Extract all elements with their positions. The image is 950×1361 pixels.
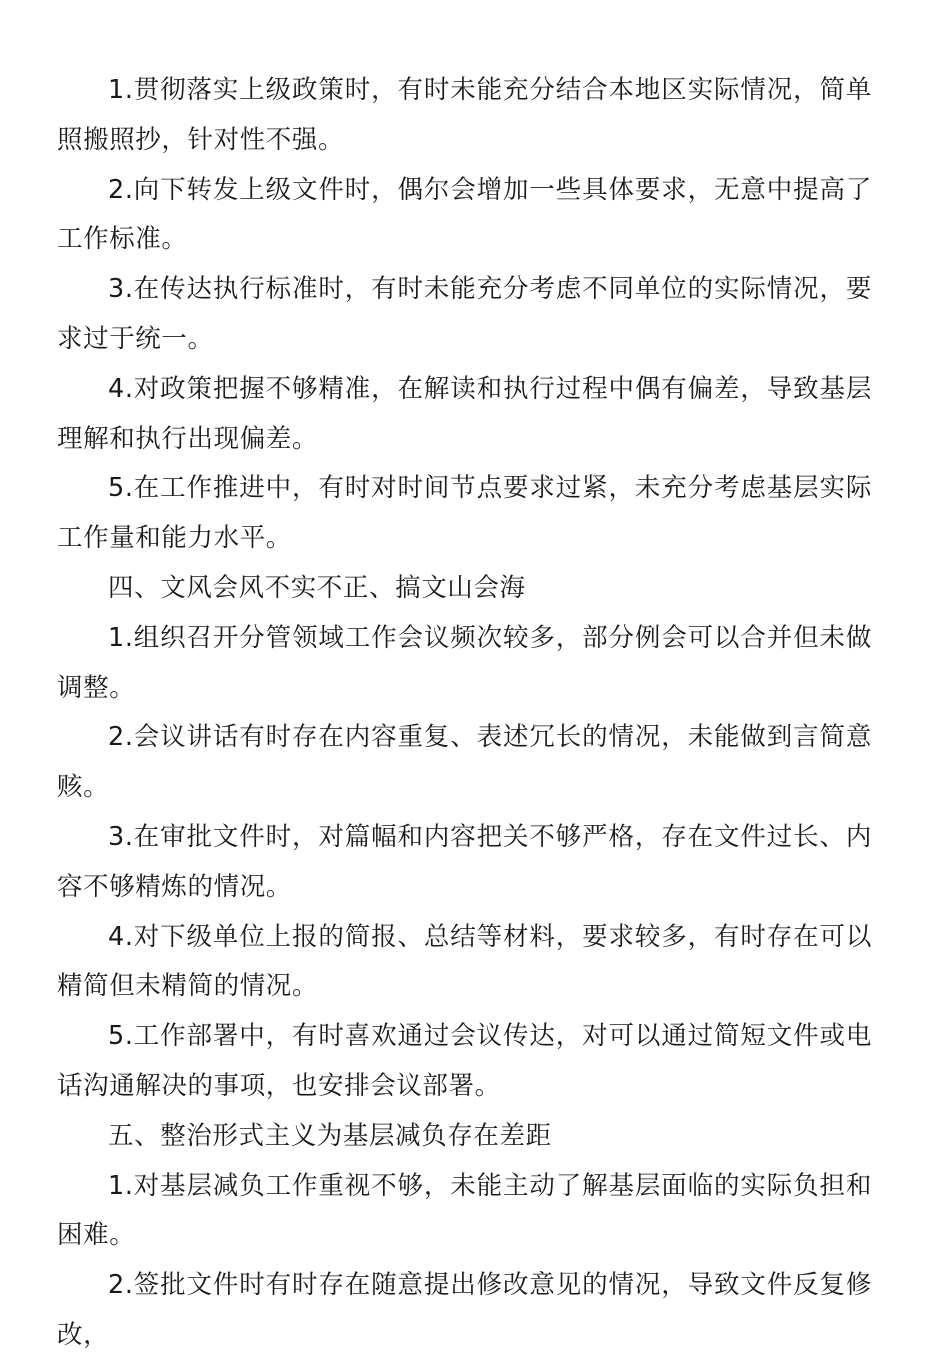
paragraph-9: 4.对下级单位上报的简报、总结等材料，要求较多，有时存在可以精简但未精简的情况。 — [57, 921, 872, 1002]
paragraph-6: 1.组织召开分管领域工作会议频次较多，部分例会可以合并但未做调整。 — [57, 622, 872, 703]
section-heading-5: 五、整治形式主义为基层减负存在差距 — [108, 1120, 552, 1151]
paragraph-2: 2.向下转发上级文件时，偶尔会增加一些具体要求，无意中提高了工作标准。 — [57, 174, 872, 255]
paragraph-12: 2.签批文件时有时存在随意提出修改意见的情况，导致文件反复修改， — [57, 1270, 872, 1350]
section-heading-4: 四、文风会风不实不正、搞文山会海 — [108, 572, 526, 603]
paragraph-7: 2.会议讲话有时存在内容重复、表述冗长的情况，未能做到言简意赅。 — [57, 722, 872, 803]
paragraph-1: 1.贯彻落实上级政策时，有时未能充分结合本地区实际情况，简单照搬照抄，针对性不强。 — [57, 75, 872, 155]
paragraph-11: 1.对基层减负工作重视不够，未能主动了解基层面临的实际负担和困难。 — [57, 1170, 872, 1251]
paragraph-10: 5.工作部署中，有时喜欢通过会议传达，对可以通过简短文件或电话沟通解决的事项，也安排会议部署。 — [57, 1021, 872, 1101]
paragraph-5: 5.在工作推进中，有时对时间节点要求过紧，未充分考虑基层实际工作量和能力水平。 — [57, 473, 872, 554]
paragraph-3: 3.在传达执行标准时，有时未能充分考虑不同单位的实际情况，要求过于统一。 — [57, 274, 872, 354]
paragraph-8: 3.在审批文件时，对篇幅和内容把关不够严格，存在文件过长、内容不够精炼的情况。 — [57, 821, 872, 902]
paragraph-4: 4.对政策把握不够精准，在解读和执行过程中偶有偏差，导致基层理解和执行出现偏差。 — [57, 373, 872, 454]
document-page — [57, 66, 872, 1361]
